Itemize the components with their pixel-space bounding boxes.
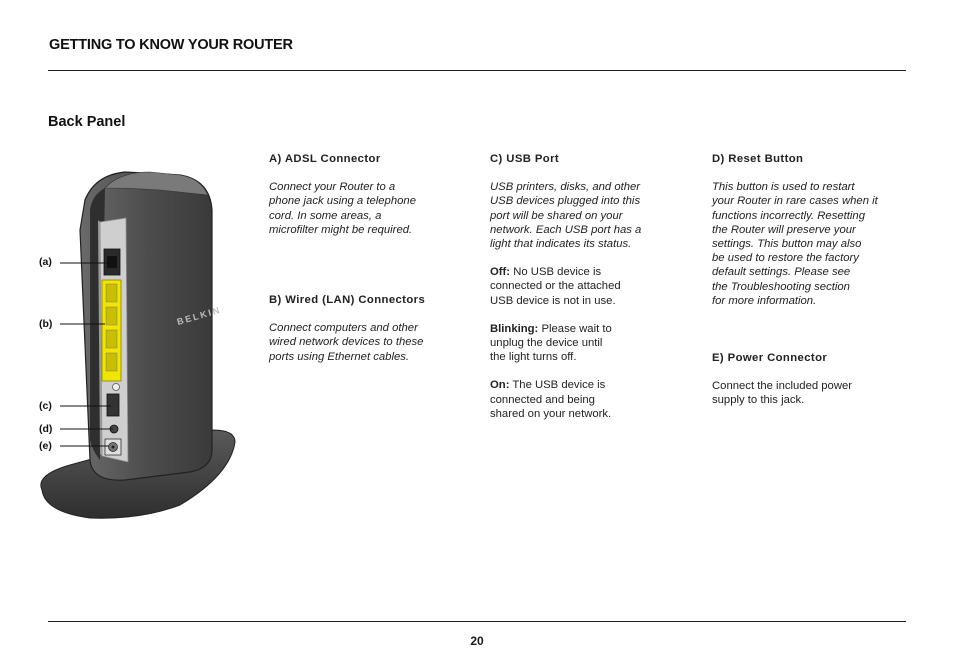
usb-blinking-text-line: the light turns off.	[490, 351, 577, 364]
reset-text-line: the Router will preserve your	[712, 223, 856, 236]
power-text-line: supply to this jack.	[712, 394, 805, 407]
reset-text-line: settings. This button may also	[712, 238, 862, 251]
callout-d: (d)	[39, 423, 53, 435]
top-divider	[48, 70, 906, 71]
page-number: 20	[470, 634, 484, 648]
adsl-text-line: microfilter might be required.	[269, 223, 413, 236]
adsl-text-line: phone jack using a telephone	[269, 195, 416, 208]
lan-text-line: ports using Ethernet cables.	[269, 350, 410, 363]
lan-text-line: wired network devices to these	[269, 336, 424, 349]
callout-e: (e)	[39, 440, 52, 452]
usb-blinking-text-line: unplug the device until	[490, 337, 603, 350]
heading-adsl-connector: A) ADSL Connector	[269, 153, 381, 165]
power-text-line: Connect the included power	[712, 380, 853, 393]
callout-b: (b)	[39, 318, 53, 330]
usb-status-led	[113, 384, 120, 391]
reset-text-line: for more information.	[712, 294, 817, 307]
adsl-text-line: cord. In some areas, a	[269, 209, 382, 222]
callout-a: (a)	[39, 256, 52, 268]
reset-text-line: your Router in rare cases when it	[712, 195, 878, 208]
reset-text-line: default settings. Please see	[712, 266, 851, 279]
usb-off-text-line: USB device is not in use.	[490, 294, 616, 307]
heading-usb-port: C) USB Port	[490, 153, 560, 165]
callout-c: (c)	[39, 400, 52, 412]
usb-off-label: Off:	[490, 266, 511, 279]
column-adsl-lan	[269, 152, 459, 364]
usb-port	[107, 394, 119, 416]
usb-text-line: USB devices plugged into this	[490, 195, 641, 208]
usb-blinking-status	[490, 322, 680, 336]
reset-text-line: the Troubleshooting section	[712, 280, 850, 293]
usb-on-status	[490, 378, 680, 392]
section-title: Back Panel	[48, 114, 126, 130]
heading-reset-button: D) Reset Button	[712, 153, 804, 165]
usb-on-label: On:	[490, 379, 510, 392]
usb-off-status	[490, 265, 680, 279]
usb-text-line: network. Each USB port has a	[490, 223, 642, 236]
usb-text-line: port will be shared on your	[490, 209, 623, 222]
page-header-title: GETTING TO KNOW YOUR ROUTER	[49, 37, 293, 53]
reset-text-line: be used to restore the factory	[712, 252, 859, 265]
usb-on-text-line: shared on your network.	[490, 407, 612, 420]
router-back-panel-illustration	[30, 150, 245, 525]
usb-on-text-line: connected and being	[490, 393, 595, 406]
adsl-text-line: Connect your Router to a	[269, 181, 396, 194]
usb-off-text-line: connected or the attached	[490, 280, 621, 293]
lan-text-line: Connect computers and other	[269, 322, 418, 335]
reset-text-line: This button is used to restart	[712, 181, 855, 194]
usb-text-line: light that indicates its status.	[490, 238, 632, 251]
usb-blinking-text: Please wait to	[538, 322, 612, 335]
brand-logo: BELKIN	[175, 304, 223, 327]
bottom-divider	[48, 621, 906, 622]
heading-power-connector: E) Power Connector	[712, 352, 828, 365]
usb-text-line: USB printers, disks, and other	[490, 181, 641, 194]
reset-text-line: functions incorrectly. Resetting	[712, 209, 865, 222]
usb-off-text: No USB device is	[510, 266, 602, 279]
column-usb	[490, 152, 680, 421]
usb-blinking-label: Blinking:	[490, 322, 539, 335]
heading-wired-lan-connectors: B) Wired (LAN) Connectors	[269, 294, 426, 307]
column-reset-power	[712, 152, 912, 408]
usb-on-text: The USB device is	[509, 379, 606, 392]
